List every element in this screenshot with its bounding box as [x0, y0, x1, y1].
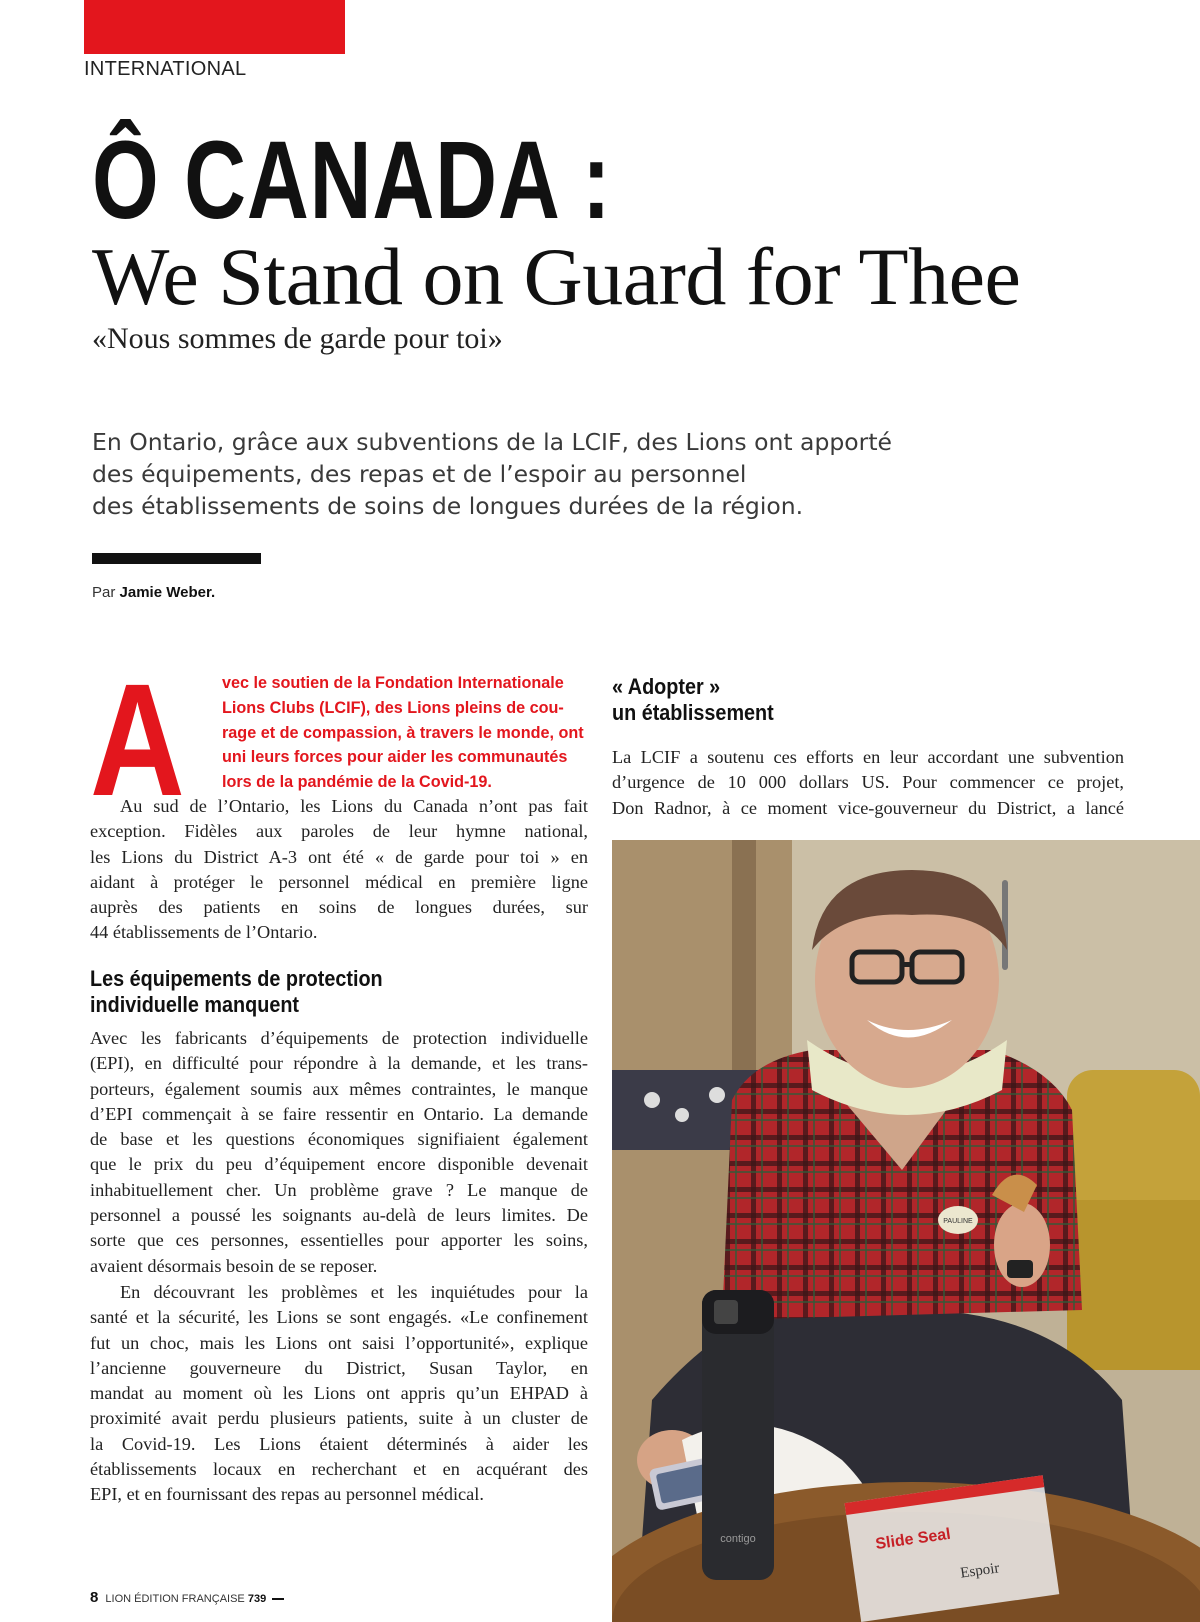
- paragraph-1: [90, 794, 588, 946]
- paragraph-right: [612, 745, 1124, 821]
- divider-rule: [92, 553, 261, 564]
- text-line: l’ancienne gouverneure du District, Susan Taylor, en: [90, 1357, 588, 1378]
- text-line: établissements locaux en recherchant et en acquérant des: [90, 1459, 588, 1480]
- page-footer: [90, 1589, 284, 1606]
- article-photo: [612, 840, 1200, 1622]
- text-line: sorte que ces personnes, essentielles pour apporter les soins,: [90, 1230, 588, 1251]
- text-line: Don Radnor, à ce moment vice-gouverneur du District, a lancé: [612, 797, 1124, 818]
- byline-prefix: Par: [92, 584, 116, 601]
- intro-paragraph: [222, 671, 588, 795]
- text-line: inhabituellement cher. Un problème grave ? Le manque de: [90, 1179, 588, 1200]
- footer-dash: [272, 1598, 284, 1600]
- bag-note-text: Espoir: [959, 1560, 1001, 1582]
- byline: [92, 584, 215, 601]
- text-line: la Covid-19. Les Lions étaient déterminés à aider les: [90, 1433, 588, 1454]
- lede-line: des établissements de soins de longues durées de la région.: [92, 492, 804, 520]
- text-line: exception. Fidèles aux paroles de leur hymne national,: [90, 821, 588, 842]
- byline-author: Jamie Weber.: [119, 584, 216, 601]
- section-label: INTERNATIONAL: [84, 58, 247, 80]
- text-line: les Lions du District A-3 ont été « de garde pour toi » en: [90, 846, 588, 867]
- lede-line: des équipements, des repas et de l’espoir au personnel: [92, 460, 747, 488]
- issue-number: 739: [247, 1593, 267, 1605]
- intro-line: lors de la pandémie de la Covid-19.: [222, 773, 492, 792]
- bag-brand-text: Slide Seal: [874, 1525, 952, 1554]
- text-line: (EPI), en difficulté pour répondre à la demande, et les trans-: [90, 1053, 588, 1074]
- photo-illustration: [612, 840, 1200, 1622]
- text-line: d’EPI commençait à se faire ressentir en Ontario. La demande: [90, 1103, 588, 1124]
- text-line: de base et les questions économiques signifiaient également: [90, 1129, 588, 1150]
- intro-line: uni leurs forces pour aider les communautés: [222, 748, 568, 767]
- text-line: EPI, et en fournissant des repas au personnel médical.: [90, 1484, 484, 1505]
- intro-line: rage et de compassion, à travers le monde, ont: [222, 723, 584, 742]
- text-line: d’urgence de 10 000 dollars US. Pour commencer ce projet,: [612, 772, 1124, 793]
- heading-line: « Adopter »: [612, 674, 721, 699]
- text-line: auprès des patients en soins de longues durées, sur: [90, 897, 588, 918]
- text-line: porteurs, également soumis aux mêmes contraintes, le manque: [90, 1078, 588, 1099]
- drop-cap: A: [90, 650, 185, 829]
- intro-line: vec le soutien de la Fondation Internationale: [222, 674, 564, 692]
- text-line: aidant à protéger le personnel médical en première ligne: [90, 871, 588, 892]
- section-heading-adopter: [612, 674, 774, 726]
- article-lede: [92, 426, 972, 522]
- text-line: En découvrant les problèmes et les inquiétudes pour la: [120, 1282, 588, 1302]
- heading-line: un établissement: [612, 700, 774, 725]
- name-badge-text: PAULINE: [943, 1218, 973, 1225]
- text-line: proximité avait perdu plusieurs patients, suite à un cluster de: [90, 1408, 588, 1429]
- text-line: mandat au moment où les Lions ont appris qu’un EHPAD à: [90, 1383, 588, 1404]
- subtitle-translation: «Nous sommes de garde pour toi»: [92, 322, 503, 355]
- text-line: personnel a poussé les soignants au-delà de leurs limites. De: [90, 1205, 588, 1226]
- text-line: avaient désormais besoin de se reposer.: [90, 1255, 378, 1276]
- article-subtitle: We Stand on Guard for Thee: [92, 231, 1021, 322]
- text-line: Avec les fabricants d’équipements de protection individuelle: [90, 1028, 588, 1048]
- text-line: La LCIF a soutenu ces efforts en leur accordant une subvention: [612, 747, 1124, 767]
- text-line: 44 établissements de l’Ontario.: [90, 922, 318, 943]
- intro-line: Lions Clubs (LCIF), des Lions pleins de cou-: [222, 698, 564, 717]
- lede-line: En Ontario, grâce aux subventions de la LCIF, des Lions ont apporté: [92, 428, 892, 456]
- page-number: 8: [90, 1589, 99, 1606]
- heading-line: individuelle manquent: [90, 992, 300, 1017]
- article-title: Ô CANADA :: [92, 119, 612, 242]
- section-color-bar: [84, 0, 345, 54]
- text-line: fut un choc, mais les Lions ont saisi l’opportunité», explique: [90, 1332, 588, 1353]
- text-line: Au sud de l’Ontario, les Lions du Canada n’ont pas fait: [120, 796, 588, 816]
- publication-name: LION ÉDITION FRANÇAISE: [105, 1593, 245, 1605]
- heading-line: Les équipements de protection: [90, 966, 383, 991]
- paragraph-2: [90, 1026, 588, 1279]
- text-line: santé et la sécurité, les Lions se sont engagés. «Le confinement: [90, 1307, 588, 1328]
- section-heading-epi: [90, 966, 383, 1018]
- cup-brand-text: contigo: [720, 1533, 756, 1545]
- paragraph-3: [90, 1280, 588, 1508]
- text-line: que le prix du peu d’équipement encore disponible devenait: [90, 1154, 588, 1175]
